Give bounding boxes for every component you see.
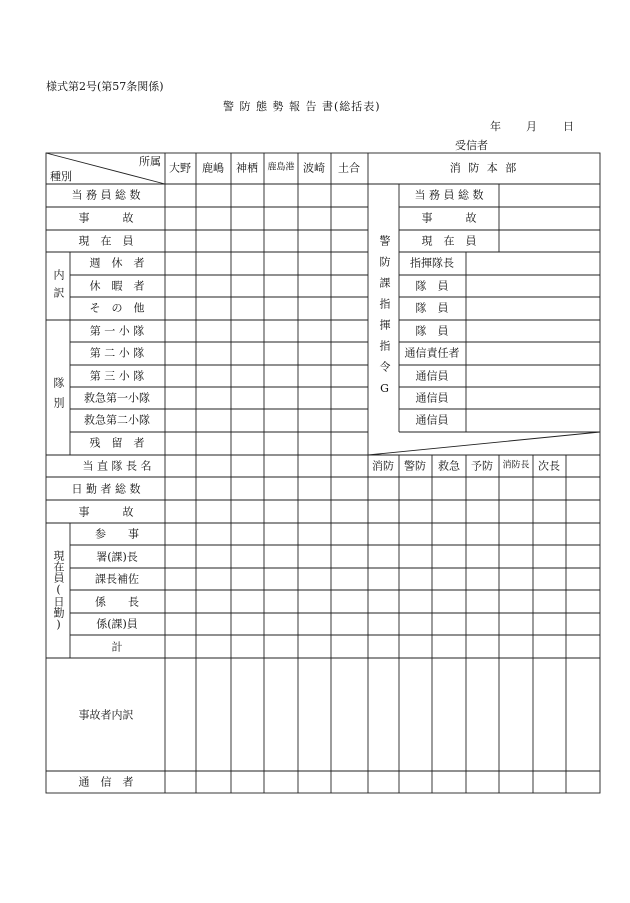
- duty-col-fire-chief: 消防長: [502, 460, 530, 471]
- row-label-duty-captain: 当 直 隊 長 名: [82, 459, 152, 473]
- column-header-kashimako: 鹿島港: [267, 162, 295, 173]
- column-header-hq: 消 防 本 部: [449, 161, 519, 175]
- corner-category-label: 種別: [50, 170, 72, 183]
- row-label-absence-details: 事故者内訳: [78, 708, 134, 722]
- row-label-day-total: 日 勤 者 総 数: [71, 482, 141, 496]
- group-label-breakdown: 内訳: [52, 269, 65, 305]
- date-day-label: 日: [563, 120, 574, 133]
- duty-col-defense: 警防: [404, 459, 426, 473]
- column-header-doai: 土合: [338, 161, 360, 175]
- hq-label-comm-3: 通信員: [415, 413, 449, 427]
- date-year-label: 年: [490, 120, 501, 133]
- row-label-councilor: 参 事: [95, 527, 139, 541]
- hq-label-member-1: 隊 員: [415, 279, 449, 293]
- row-label-on-leave: 休 暇 者: [89, 279, 145, 293]
- date-month-label: 月: [526, 120, 537, 133]
- row-label-total: 計: [111, 640, 123, 654]
- row-label-absent: 事 故: [78, 211, 134, 225]
- hq-label-comm-lead: 通信責任者: [404, 346, 460, 360]
- hq-label-comm-1: 通信員: [415, 369, 449, 383]
- group-label-day-present: 現在員(日勤): [52, 549, 65, 631]
- duty-col-deputy: 次長: [538, 459, 560, 473]
- row-label-weekly-off: 週 休 者: [89, 256, 145, 270]
- hq-label-member-3: 隊 員: [415, 324, 449, 338]
- column-header-ono: 大野: [169, 161, 191, 175]
- row-label-platoon-1: 第 一 小 隊: [89, 324, 145, 338]
- row-label-communicator: 通 信 者: [78, 775, 134, 789]
- column-header-kashima: 鹿嶋: [202, 161, 224, 175]
- row-label-platoon-3: 第 三 小 隊: [89, 369, 145, 383]
- row-label-total-on-duty: 当 務 員 総 数: [71, 188, 141, 202]
- hq-label-total-on-duty: 当 務 員 総 数: [414, 188, 484, 202]
- hq-label-absent: 事 故: [421, 211, 477, 225]
- row-label-ambulance-2: 救急第二小隊: [84, 413, 150, 427]
- hq-label-command-captain: 指揮隊長: [410, 256, 454, 270]
- group-label-units: 隊別: [52, 377, 65, 417]
- row-label-staff: 係(課)員: [96, 617, 138, 631]
- document-title: 警 防 態 勢 報 告 書(総括表): [223, 100, 381, 113]
- row-label-remaining: 残 留 者: [89, 436, 145, 450]
- row-label-platoon-2: 第 二 小 隊: [89, 346, 145, 360]
- row-label-section-head: 係 長: [95, 595, 139, 609]
- row-label-deputy-chief: 課長補佐: [95, 572, 139, 586]
- group-label-command: 警防課指揮指令G: [378, 235, 391, 405]
- receiver-label: 受信者: [455, 139, 488, 152]
- column-header-kamisu: 神栖: [236, 161, 258, 175]
- duty-col-prevention: 予防: [471, 459, 493, 473]
- row-label-present: 現 在 員: [78, 234, 134, 248]
- duty-col-fire: 消防: [372, 459, 394, 473]
- column-header-hasaki: 波崎: [303, 161, 325, 175]
- hq-label-member-2: 隊 員: [415, 301, 449, 315]
- duty-col-ems: 救急: [438, 459, 460, 473]
- row-label-ambulance-1: 救急第一小隊: [84, 391, 150, 405]
- row-label-chief: 署(課)長: [96, 550, 138, 564]
- row-label-day-absent: 事 故: [78, 505, 134, 519]
- form-id: 様式第2号(第57条関係): [46, 80, 164, 93]
- corner-affiliation-label: 所属: [139, 155, 161, 168]
- hq-label-present: 現 在 員: [421, 234, 477, 248]
- row-label-other: そ の 他: [89, 301, 145, 315]
- hq-label-comm-2: 通信員: [415, 391, 449, 405]
